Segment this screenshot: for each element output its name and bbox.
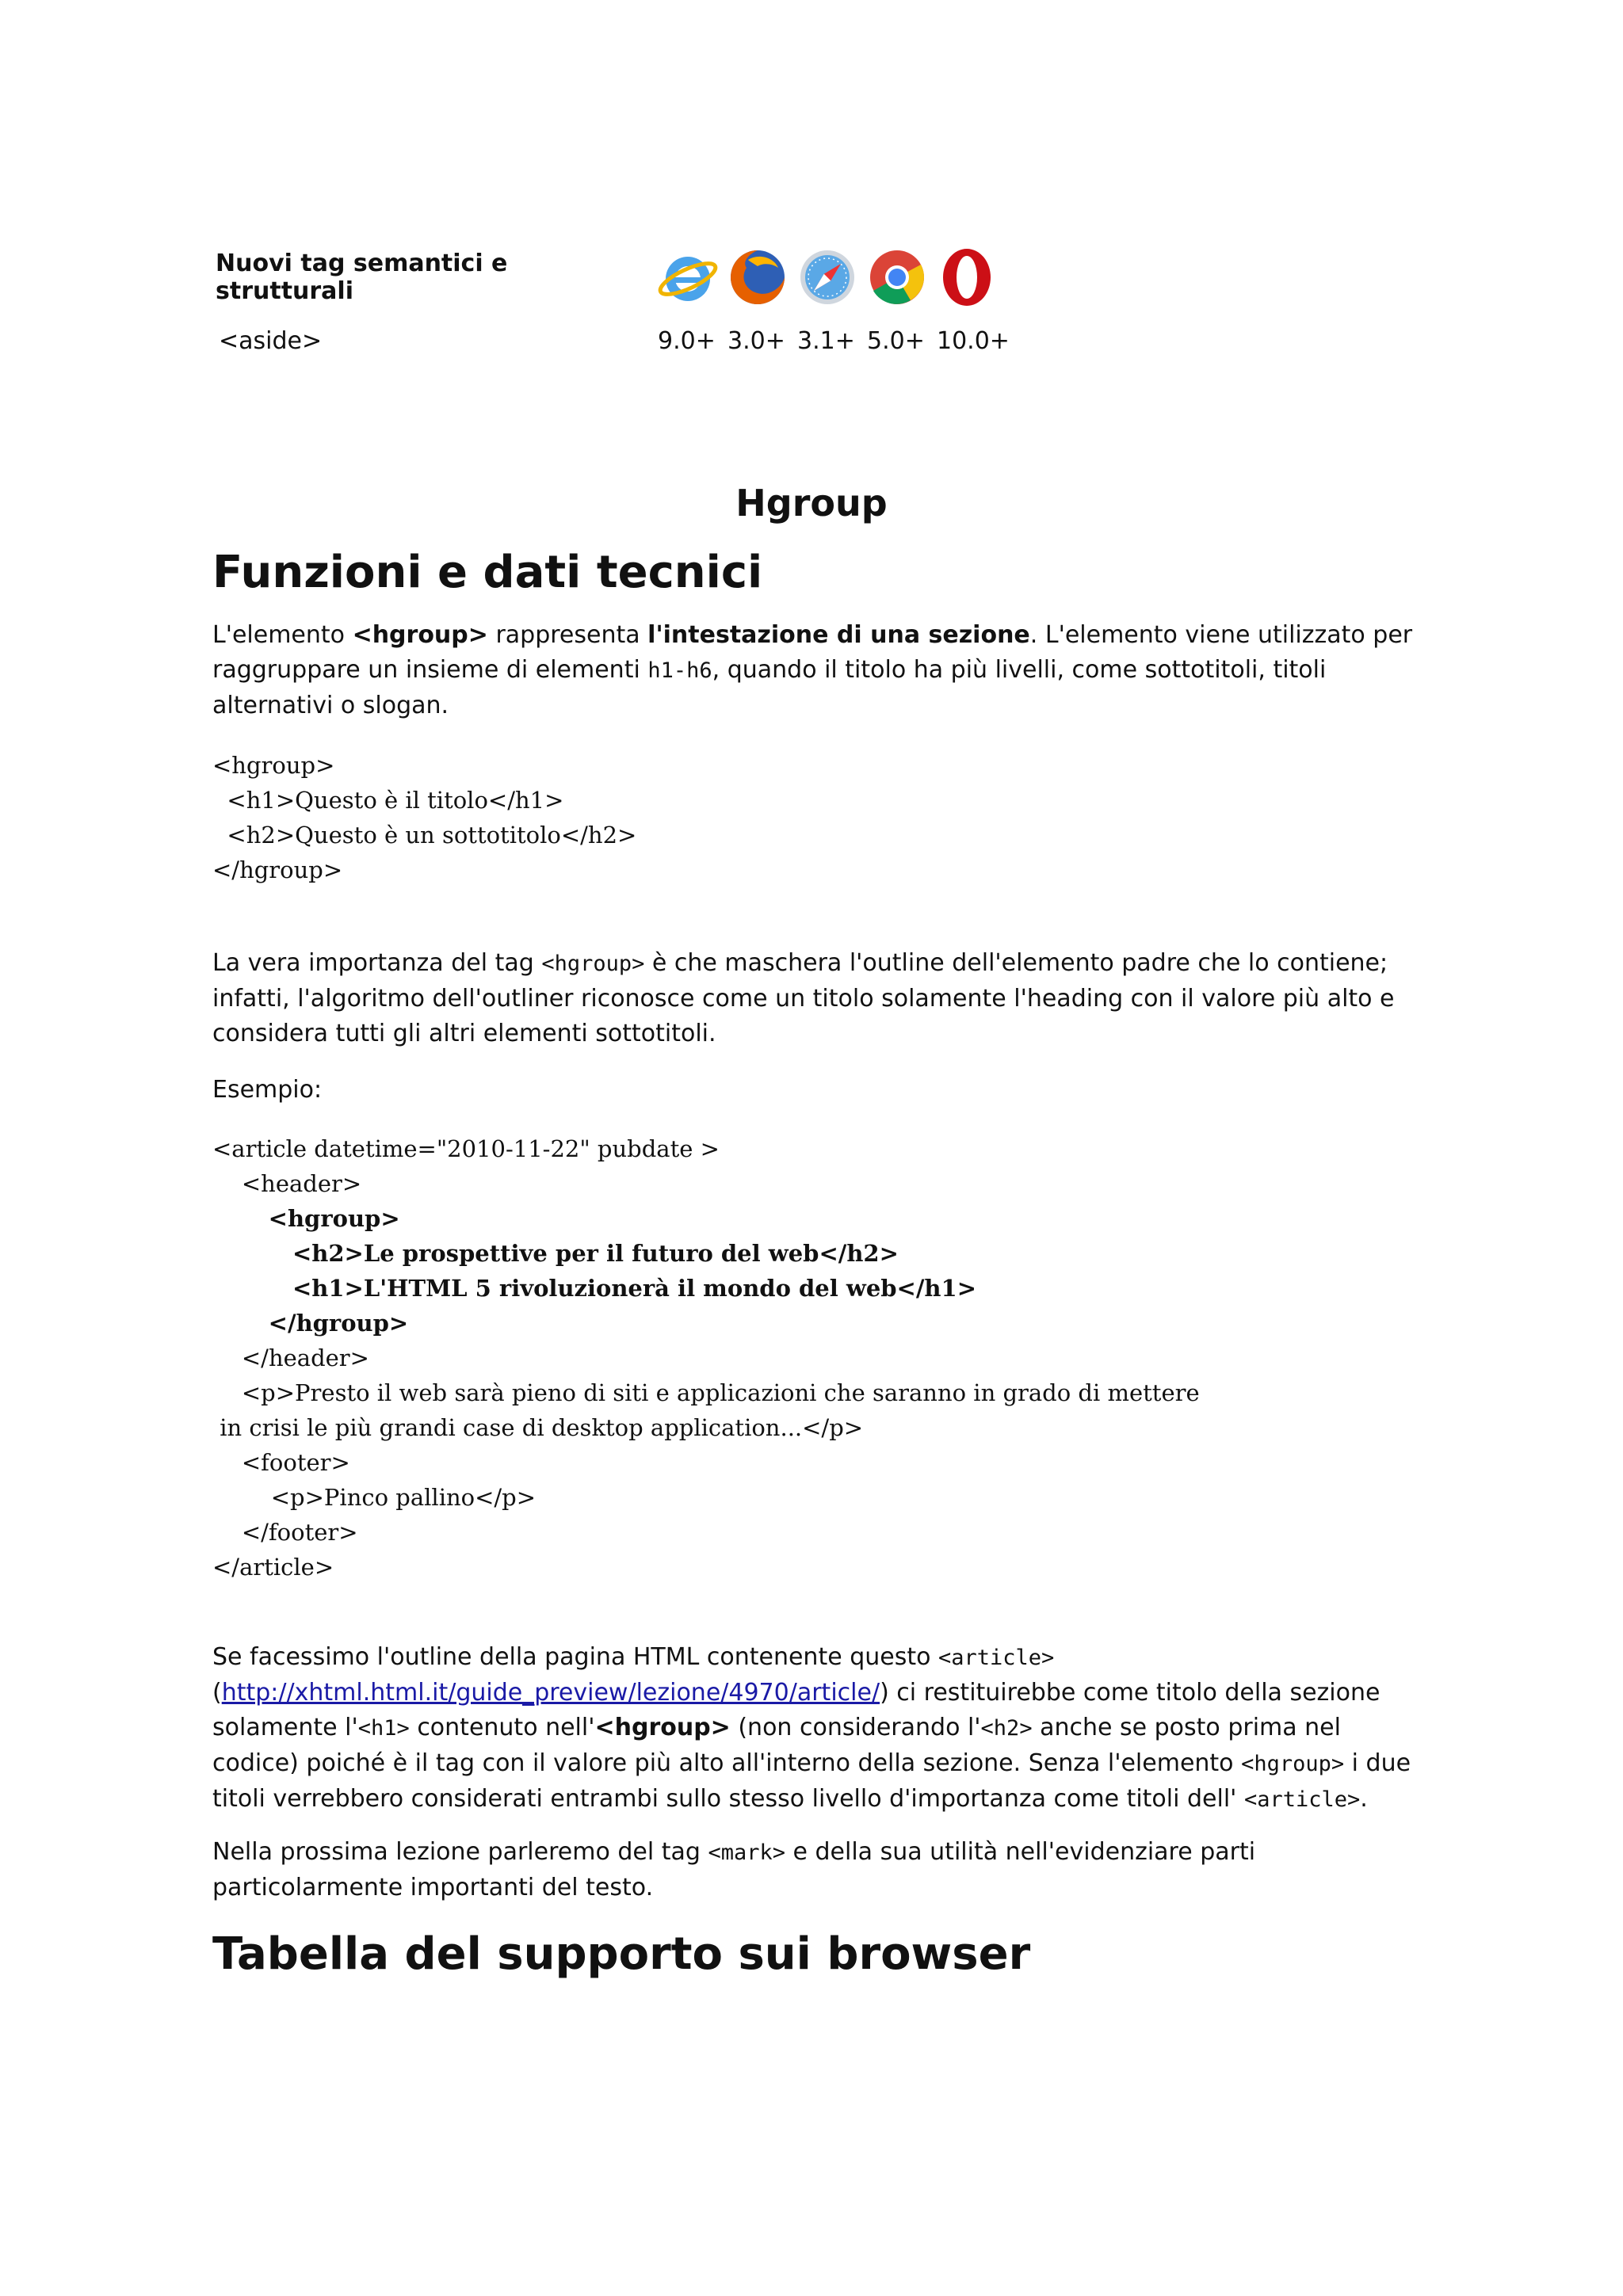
chrome-icon [865,246,929,309]
text-run: La vera importanza del tag [212,949,542,977]
inline-code: <h1> [357,1716,410,1741]
opera-icon [935,246,999,309]
intro-paragraph [212,618,1417,723]
article-link[interactable]: http://xhtml.html.it/guide_preview/lezione/4970/article/ [221,1679,880,1707]
text-run: Se facessimo l'outline della pagina HTML contenente questo [212,1643,938,1671]
code-line: <hgroup> [212,752,335,779]
text-run: contenuto nell' [409,1714,595,1741]
text-run: è che maschera l'outline dell'elemento padre che lo contiene; infatti, l'algoritmo dell'outliner riconosce come un titolo solamente l'heading con il valore più alto e considera tutti gli altri elementi sottotitoli. [212,949,1395,1047]
bold-run: <hgroup> [352,621,488,649]
code-line: <h1>L'HTML 5 rivoluzionerà il mondo del web</h1> [212,1275,976,1302]
firefox-version: 3.0+ [727,326,785,355]
code-line: <p>Presto il web sarà pieno di siti e applicazioni che saranno in grado di mettere [212,1379,1200,1406]
code-line: <h2>Questo è un sottotitolo</h2> [212,822,637,849]
code-line: in crisi le più grandi case di desktop application...</p> [212,1414,864,1441]
section-heading-funzioni: Funzioni e dati tecnici [212,547,763,598]
code-line: <header> [212,1170,362,1197]
chrome-version: 5.0+ [867,326,925,355]
support-versions [658,326,1010,355]
code-line: <h1>Questo è il titolo</h1> [212,787,564,814]
text-run: ) ci restituirebbe come titolo della sezione solamente l' [212,1679,1381,1741]
inline-code: <hgroup> [1241,1752,1345,1776]
safari-icon [796,246,859,309]
code-line: </header> [212,1344,369,1371]
inline-code: <hgroup> [541,952,645,976]
code-line: </article> [212,1554,334,1581]
text-run: e della sua utilità nell'evidenziare parti particolarmente importanti del testo. [212,1838,1256,1901]
code-line: <article datetime="2010-11-22" pubdate > [212,1135,720,1162]
support-header-row [216,238,1024,317]
example-label: Esempio: [212,1076,323,1104]
inline-code: <h2> [980,1716,1033,1741]
text-run: . L'elemento viene utilizzato per raggruppare un insieme di elementi [212,621,1413,684]
page-title: Hgroup [735,482,888,524]
inline-code: <article> [1243,1787,1361,1812]
code-line: <footer> [212,1449,350,1476]
firefox-icon [726,246,789,309]
ie-version: 9.0+ [658,326,716,355]
code-line: <p>Pinco pallino</p> [212,1484,537,1511]
text-run: L'elemento [212,621,353,649]
text-run: rappresenta [487,621,648,649]
bold-run: l'intestazione di una sezione [647,621,1030,649]
importance-paragraph [212,946,1417,1051]
internet-explorer-icon [656,246,720,309]
code-line: </hgroup> [212,1310,409,1337]
safari-version: 3.1+ [797,326,855,355]
text-run: Nella prossima lezione parleremo del tag [212,1838,708,1866]
text-run: , quando il titolo ha più livelli, come sottotitoli, titoli alternativi o slogan. [212,656,1327,719]
text-run: . [1360,1785,1368,1813]
code-block-hgroup [212,748,1449,887]
inline-code: <article> [938,1646,1055,1670]
inline-code: h1-h6 [647,658,712,683]
text-run: i due titoli verrebbero considerati entrambi sullo stesso livello d'importanza come titoli dell' [212,1749,1411,1813]
opera-version: 10.0+ [937,326,1010,355]
browser-support-table [216,238,1024,364]
browser-icons [656,246,999,309]
code-line: </footer> [212,1519,358,1546]
code-line: <hgroup> [212,1205,400,1232]
section-heading-tabella: Tabella del supporto sui browser [212,1928,1031,1980]
support-tag-aside: <aside> [219,326,323,355]
support-header-label: Nuovi tag semantici e strutturali [216,250,508,305]
code-line: </hgroup> [212,856,343,883]
inline-code: <mark> [708,1840,785,1865]
next-lesson-paragraph [212,1835,1417,1905]
text-run: ( [212,1679,222,1707]
code-block-article [212,1131,1449,1585]
text-run: anche se posto prima nel codice) poiché è il tag con il valore più alto all'interno della sezione. Senza l'elemento [212,1714,1341,1777]
outline-paragraph [212,1640,1417,1817]
support-aside-row [216,317,1024,364]
bold-run: <hgroup> [594,1714,731,1741]
text-run: (non considerando l' [730,1714,981,1741]
code-line: <h2>Le prospettive per il futuro del web</h2> [212,1240,899,1267]
